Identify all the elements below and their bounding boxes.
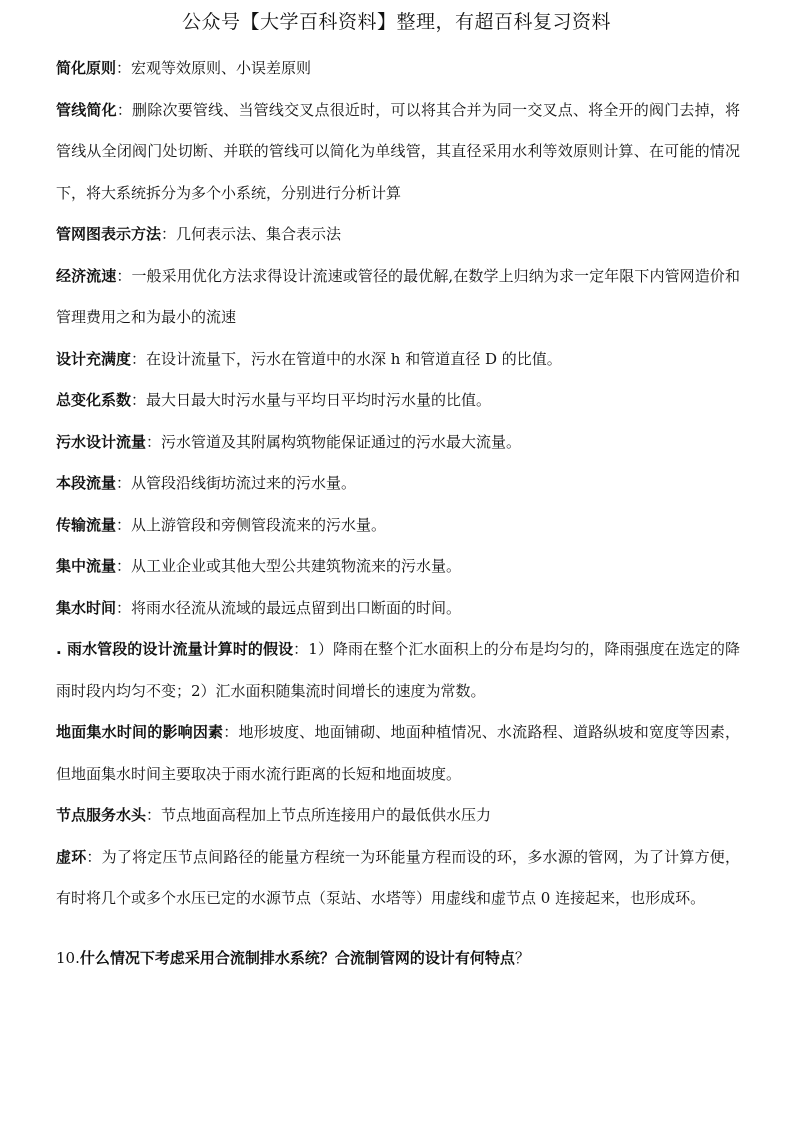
term-label: 虚环 [56, 847, 87, 866]
definition-text: 节点地面高程加上节点所连接用户的最低供水压力 [161, 806, 492, 824]
page-header-title: 公众号【大学百科资料】整理，有超百科复习资料 [181, 11, 611, 33]
definition-sewage-design-flow [56, 422, 740, 464]
definition-local-section-flow [56, 463, 740, 505]
term-label: 设计充满度 [56, 349, 132, 368]
definition-text: 宏观等效原则、小误差原则 [131, 59, 312, 77]
definition-economic-velocity [56, 256, 740, 339]
definition-text: 几何表示法、集合表示法 [176, 225, 342, 243]
term-label: 地面集水时间的影响因素 [56, 723, 224, 741]
term-label: 管网图表示方法 [56, 225, 162, 243]
term-separator: ： [161, 225, 177, 243]
term-label: 集水时间 [56, 598, 117, 617]
definition-text: 最大日最大时污水量与平均日平均时污水量的比值。 [146, 391, 492, 409]
definition-text: 从上游管段和旁侧管段流来的污水量。 [131, 515, 387, 534]
definition-text: 从管段沿线街坊流过来的污水量。 [131, 474, 357, 492]
definition-design-fullness [56, 339, 740, 381]
term-separator: ： [146, 806, 162, 824]
term-separator: ： [116, 100, 133, 119]
definition-surface-collection-factors [56, 712, 740, 795]
definition-text: 1）降雨在整个汇水面积上的分布是均匀的，降雨强度在选定的降雨时段内均匀不变；2）汇水面积随集流时间增长的速度为常数。 [56, 640, 740, 700]
question-mark: ？ [514, 948, 530, 967]
definition-pipeline-simplification [56, 90, 740, 215]
definition-network-diagram-methods [56, 214, 740, 256]
term-label: 管线简化 [56, 100, 117, 119]
definition-virtual-loop [56, 837, 740, 920]
term-separator: ： [116, 59, 132, 77]
definition-concentrated-flow [56, 546, 740, 588]
term-label: 污水设计流量 [56, 432, 147, 451]
definition-transmission-flow [56, 505, 740, 547]
term-separator: ： [116, 474, 132, 492]
term-label: 本段流量 [56, 474, 117, 492]
definition-text: 删除次要管线、当管线交叉点很近时，可以将其合并为同一交叉点、将全开的阀门去掉，将管线从全闭阀门处切断、并联的管线可以简化为单线管，其直径采用水利等效原则计算、在可能的情况下，将大系统拆分为多个小系统，分别进行分析计算 [56, 100, 740, 202]
definition-simplification-principle [56, 48, 740, 90]
term-separator: ： [223, 723, 239, 741]
definition-text: 地形坡度、地面铺砌、地面种植情况、水流路程、道路纵坡和宽度等因素，但地面集水时间主要取决于雨水流行距离的长短和地面坡度。 [56, 723, 740, 783]
term-separator: ： [116, 557, 132, 575]
term-label: 集中流量 [56, 557, 117, 575]
definition-total-variation-coefficient [56, 380, 740, 422]
term-separator: ： [116, 266, 132, 285]
term-separator: ： [86, 847, 102, 866]
definition-collection-time [56, 588, 740, 630]
term-label: 节点服务水头 [56, 806, 147, 824]
definition-node-service-head [56, 795, 740, 837]
term-label: 简化原则 [56, 59, 117, 77]
term-separator: ： [131, 349, 147, 368]
definition-text: 在设计流量下，污水在管道中的水深 h 和管道直径 D 的比值。 [146, 349, 562, 368]
definition-text: 污水管道及其附属构筑物能保证通过的污水最大流量。 [161, 432, 522, 451]
term-separator: ： [131, 391, 147, 409]
term-separator: ： [116, 515, 132, 534]
definition-text: 一般采用优化方法求得设计流速或管径的最优解,在数学上归纳为求一定年限下内管网造价和管理费用之和为最小的流速 [56, 266, 740, 326]
term-label: 总变化系数 [56, 391, 132, 409]
definition-rainwater-design-assumptions [56, 629, 740, 712]
question-text: 什么情况下考虑采用合流制排水系统？合流制管网的设计有何特点 [79, 948, 515, 967]
definition-text: 从工业企业或其他大型公共建筑物流来的污水量。 [131, 557, 462, 575]
term-label: 传输流量 [56, 515, 117, 534]
term-label: 经济流速 [56, 266, 117, 285]
term-separator: ： [293, 640, 309, 658]
term-label: . 雨水管段的设计流量计算时的假设 [56, 640, 294, 658]
document-body [56, 48, 740, 979]
question-10 [56, 938, 740, 980]
term-separator: ： [116, 598, 132, 617]
question-number: 10. [56, 948, 80, 967]
term-separator: ： [146, 432, 162, 451]
definition-text: 为了将定压节点间路径的能量方程统一为环能量方程而设的环，多水源的管网，为了计算方便，有时将几个或多个水压已定的水源节点（泵站、水塔等）用虚线和虚节点 0 连接起来，也形成环。 [56, 847, 740, 907]
definition-text: 将雨水径流从流域的最远点留到出口断面的时间。 [131, 598, 462, 617]
